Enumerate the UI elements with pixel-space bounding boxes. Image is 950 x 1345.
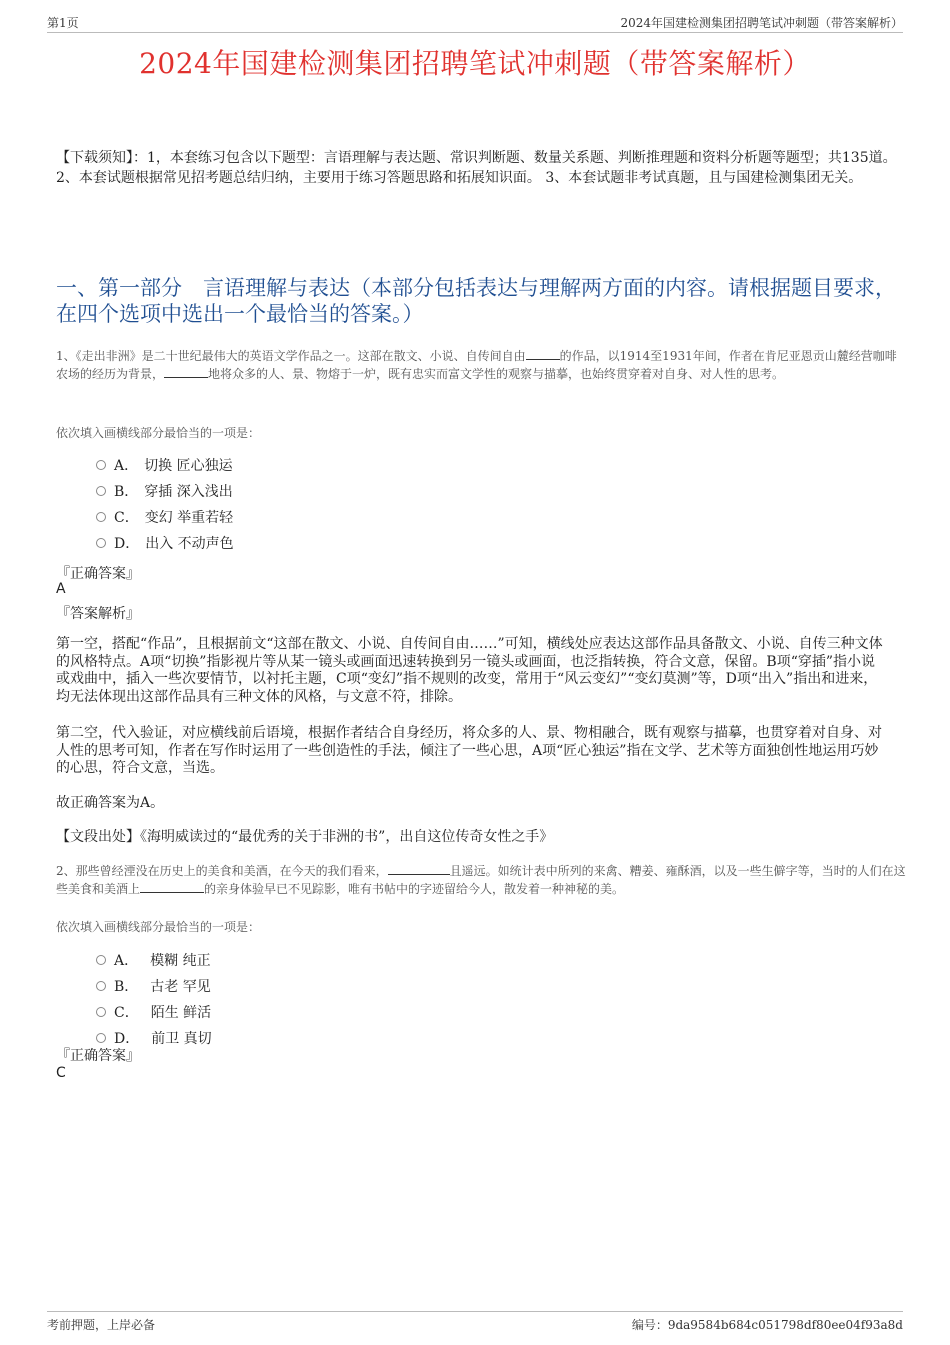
section-heading: 一、第一部分 言语理解与表达（本部分包括表达与理解两方面的内容。请根据题目要求，在四个选项中选出一个最恰当的答案。） [56,276,896,326]
radio-icon[interactable] [96,460,106,470]
document-title: 2024年国建检测集团招聘笔试冲刺题（带答案解析） [139,47,811,80]
page-header [47,0,903,33]
q2-answer-label: 『正确答案』 [56,1048,140,1064]
q1-option-a[interactable]: A． 切换 匠心独运 [96,456,233,476]
radio-icon[interactable] [96,1033,106,1043]
q2-option-d[interactable]: D． 前卫 真切 [96,1029,212,1049]
footer-doc-id: 编号：9da9584b684c051798df80ee04f93a8d [631,1318,903,1332]
q1-analysis-label: 『答案解析』 [56,606,140,622]
q1-option-c[interactable]: C． 变幻 举重若轻 [96,508,233,528]
radio-icon[interactable] [96,512,106,522]
q1-answer: A [56,581,66,597]
q1-source: 【文段出处】《海明威读过的“最优秀的关于非洲的书”，出自这位传奇女性之手》 [56,829,554,845]
fill-blank [164,365,208,378]
radio-icon[interactable] [96,955,106,965]
footer-slogan: 考前押题，上岸必备 [47,1318,156,1332]
fill-blank [388,862,450,875]
q2-option-b[interactable]: B． 古老 罕见 [96,977,211,997]
download-notice: 【下载须知】：1，本套练习包含以下题型：言语理解与表达题、常识判断题、数量关系题、判断推理题和资料分析题等题型；共135道。 2、本套试题根据常见招考题总结归纳，主要用于练习答题思路和拓展知识面。 3、本套试题非考试真题，且与国建检测集团无关。 [56,150,897,186]
q2-option-a[interactable]: A． 模糊 纯正 [96,951,211,971]
q1-conclusion: 故正确答案为A。 [56,795,165,811]
q1-option-b[interactable]: B． 穿插 深入浅出 [96,482,233,502]
page-number: 第1页 [47,16,79,30]
question-2-prompt: 依次填入画横线部分最恰当的一项是： [56,920,261,934]
header-doc-title: 2024年国建检测集团招聘笔试冲刺题（带答案解析） [620,16,903,30]
q2-answer: C [56,1065,66,1081]
radio-icon[interactable] [96,1007,106,1017]
q1-answer-label: 『正确答案』 [56,566,140,582]
question-1-text: 1、《走出非洲》是二十世纪最伟大的英语文学作品之一。这部在散文、小说、自传间自由 的作品，以1914至1931年间，作者在肯尼亚恩贡山麓经营咖啡农场的经历为背景， 地将众多的人、景、物熔于一炉，既有忠实而富文学性的观察与描摹，也始终贯穿着对自身、对人性的思考。 [56,349,897,381]
q1-analysis-2: 第二空，代入验证，对应横线前后语境，根据作者结合自身经历，将众多的人、景、物相融合，既有观察与描摹，也贯穿着对自身、对人性的思考可知，作者在写作时运用了一些创造性的手法，倾注了一些心思，A项“匠心独运”指在文学、艺术等方面独创性地运用巧妙的心思，符合文意，当选。 [56,725,882,776]
radio-icon[interactable] [96,981,106,991]
q2-option-c[interactable]: C． 陌生 鲜活 [96,1003,211,1023]
radio-icon[interactable] [96,538,106,548]
fill-blank [140,880,204,893]
fill-blank [526,347,560,360]
q1-analysis-1: 第一空，搭配“作品”，且根据前文“这部在散文、小说、自传间自由……”可知，横线处应表达这部作品具备散文、小说、自传三种文体的风格特点。A项“切换”指影视片等从某一镜头或画面迅速转换到另一镜头或画面，也泛指转换，符合文意，保留。B项“穿插”指小说或戏曲中，插入一些次要情节，以衬托主题，C项“变幻”指不规则的改变，常用于“风云变幻”“变幻莫测”等，D项“出入”指出和进来，均无法体现出这部作品具有三种文体的风格，与文意不符，排除。 [56,636,883,705]
q1-option-d[interactable]: D． 出入 不动声色 [96,534,234,554]
question-1-prompt: 依次填入画横线部分最恰当的一项是： [56,426,261,440]
page-footer [47,1311,903,1342]
question-2-text: 2、那些曾经湮没在历史上的美食和美酒，在今天的我们看来， 且遥远。如统计表中所列的来禽、糟姜、雍酥酒，以及一些生僻字等，当时的人们在这些美食和美酒上 的亲身体验早已不见踪影，唯有书帖中的字迹留给今人，散发着一种神秘的美。 [56,864,906,896]
radio-icon[interactable] [96,486,106,496]
